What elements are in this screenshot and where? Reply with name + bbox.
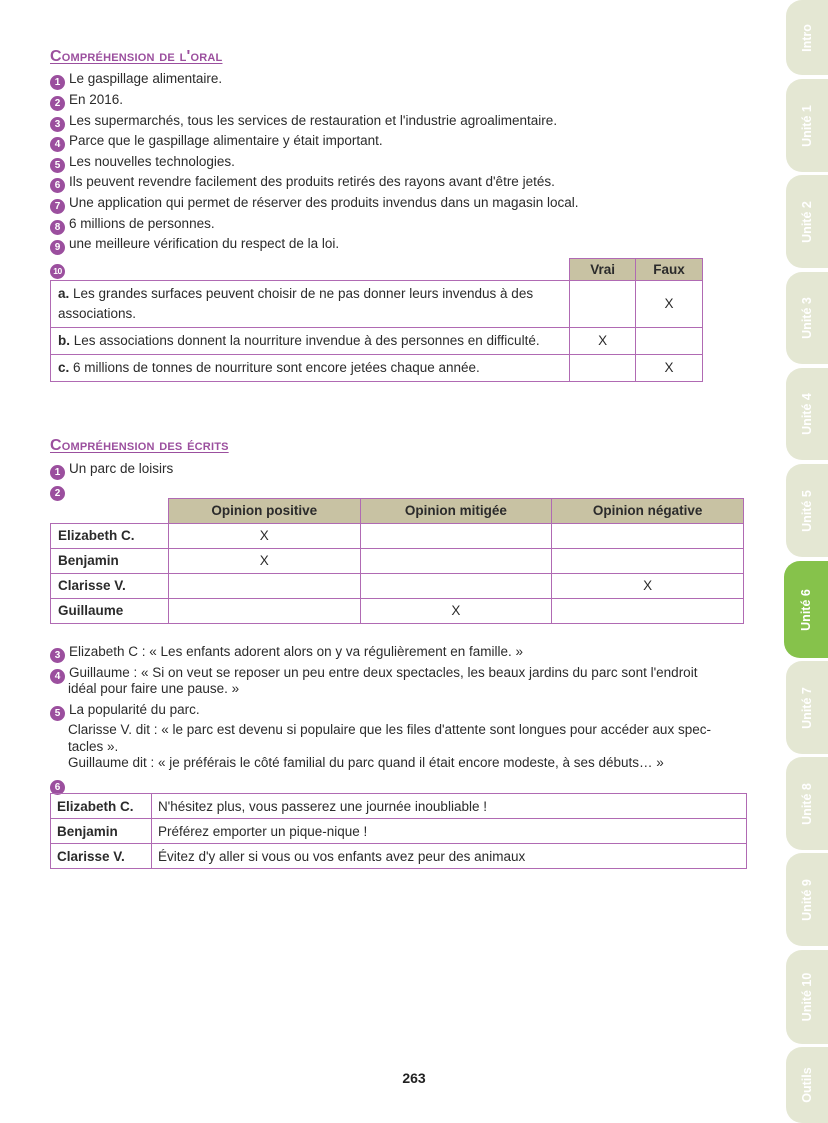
- number-badge: 10: [50, 264, 65, 279]
- answer-text: une meilleure vérification du respect de la loi.: [69, 236, 340, 251]
- number-badge: 1: [50, 465, 65, 480]
- section-title-oral: Compréhension de l'oral: [50, 48, 223, 65]
- number-badge: 5: [50, 158, 65, 173]
- negative-cell: [552, 598, 744, 623]
- tab-unite-4[interactable]: [786, 368, 828, 460]
- table-row: [51, 819, 747, 844]
- negative-cell: [552, 523, 744, 548]
- mitigee-cell: [360, 523, 552, 548]
- answer-text: Guillaume : « Si on veut se reposer un peu entre deux spectacles, les beaux jardins du parc sont l'endroit: [69, 665, 698, 680]
- page-number: 263: [402, 1070, 426, 1086]
- positive-cell: [168, 573, 360, 598]
- tab-label: Unité 1: [800, 104, 814, 147]
- negative-cell: [552, 548, 744, 573]
- answer-ecrits-3: [50, 643, 523, 663]
- faux-cell: [636, 328, 703, 355]
- number-badge: 1: [50, 75, 65, 90]
- answer-text: Le gaspillage alimentaire.: [69, 71, 223, 86]
- empty-header-cell: [51, 259, 570, 281]
- answer-text: Parce que le gaspillage alimentaire y était important.: [69, 133, 383, 148]
- number-badge: 2: [50, 96, 65, 111]
- answer-text: Une application qui permet de réserver des produits invendus dans un magasin local.: [69, 195, 579, 210]
- tab-label: Unité 4: [800, 393, 814, 435]
- tab-label: Unité 6: [799, 588, 813, 631]
- table-row: [51, 355, 703, 382]
- answer-oral-1: [50, 70, 222, 90]
- answer-oral-7: [50, 194, 579, 214]
- header-opinion-negative: Opinion négative: [552, 499, 744, 524]
- tab-unite-8[interactable]: [786, 757, 828, 850]
- answer-oral-2: [50, 91, 123, 111]
- answer-text: Ils peuvent revendre facilement des produits retirés des rayons avant d'être jetés.: [69, 174, 555, 189]
- answer-text: La popularité du parc.: [69, 702, 200, 717]
- person-name-cell: Guillaume: [51, 598, 169, 623]
- unit-tabs: [786, 0, 828, 1123]
- tab-label: Unité 7: [800, 686, 814, 729]
- answer-ecrits-6: [50, 775, 69, 795]
- vrai-cell: [570, 281, 636, 328]
- statement-letter: c.: [58, 360, 70, 375]
- statement-text: 6 millions de tonnes de nourriture sont encore jetées chaque année.: [73, 360, 480, 375]
- advice-cell: Préférez emporter un pique-nique !: [151, 819, 746, 844]
- statement-cell: [51, 281, 570, 328]
- advice-cell: N'hésitez plus, vous passerez une journée inoubliable !: [151, 794, 746, 819]
- table-row: [51, 844, 747, 869]
- table-row: [51, 573, 744, 598]
- empty-header-cell: [51, 499, 169, 524]
- answer-oral-9: [50, 235, 339, 255]
- tab-unite-1[interactable]: [786, 79, 828, 172]
- true-false-table: [50, 258, 703, 382]
- table-header-row: [51, 499, 744, 524]
- answer-ecrits-1: [50, 460, 173, 480]
- positive-cell: X: [168, 523, 360, 548]
- tab-label: Unité 3: [800, 297, 814, 339]
- advice-table: [50, 793, 747, 869]
- statement-cell: [51, 328, 570, 355]
- positive-cell: [168, 598, 360, 623]
- table-row: [51, 598, 744, 623]
- answer-oral-3: [50, 112, 557, 132]
- mitigee-cell: [360, 573, 552, 598]
- number-badge: 4: [50, 137, 65, 152]
- answer-ecrits-5: [50, 701, 200, 721]
- negative-cell: X: [552, 573, 744, 598]
- answer-text: Les supermarchés, tous les services de restauration et l'industrie agroalimentaire.: [69, 113, 558, 128]
- mitigee-cell: [360, 548, 552, 573]
- number-badge: 7: [50, 199, 65, 214]
- tab-label: Unité 10: [800, 972, 814, 1022]
- number-badge: 3: [50, 117, 65, 132]
- answer-oral-8: [50, 215, 215, 235]
- tab-unite-6[interactable]: [784, 561, 828, 658]
- statement-text: Les associations donnent la nourriture invendue à des personnes en difficulté.: [73, 333, 540, 348]
- header-faux: Faux: [636, 259, 703, 281]
- number-badge: 3: [50, 648, 65, 663]
- tab-unite-2[interactable]: [786, 175, 828, 268]
- number-badge: 2: [50, 486, 65, 501]
- tab-outils[interactable]: [786, 1047, 828, 1123]
- header-vrai: Vrai: [570, 259, 636, 281]
- header-opinion-positive: Opinion positive: [168, 499, 360, 524]
- tab-unite-5[interactable]: [786, 464, 828, 557]
- person-name-cell: Elizabeth C.: [51, 794, 152, 819]
- number-badge: 4: [50, 669, 65, 684]
- statement-letter: b.: [58, 333, 70, 348]
- table-header-row: [51, 259, 703, 281]
- vrai-cell: [570, 355, 636, 382]
- header-opinion-mitigee: Opinion mitigée: [360, 499, 552, 524]
- tab-label: Unité 5: [800, 489, 814, 532]
- quote-guillaume: Guillaume dit : « je préférais le côté familial du parc quand il était encore modeste, à ses débuts… »: [68, 755, 664, 770]
- answer-text: Un parc de loisirs: [69, 461, 174, 476]
- number-badge: 6: [50, 780, 65, 795]
- answer-text: Les nouvelles technologies.: [69, 154, 235, 169]
- quote-clarisse-line1: Clarisse V. dit : « le parc est devenu si populaire que les files d'attente sont longues pour accéder aux spec-: [68, 722, 711, 737]
- number-badge: 8: [50, 220, 65, 235]
- answer-text: 6 millions de personnes.: [69, 216, 215, 231]
- person-name-cell: Benjamin: [51, 819, 152, 844]
- person-name-cell: Clarisse V.: [51, 844, 152, 869]
- answer-oral-4: [50, 132, 383, 152]
- vrai-cell: X: [570, 328, 636, 355]
- tab-unite-10[interactable]: [786, 950, 828, 1044]
- positive-cell: X: [168, 548, 360, 573]
- tab-label: Unité 8: [800, 782, 814, 825]
- tab-intro[interactable]: [786, 0, 828, 75]
- answer-oral-6: [50, 173, 555, 193]
- person-name-cell: Elizabeth C.: [51, 523, 169, 548]
- person-name-cell: Clarisse V.: [51, 573, 169, 598]
- table-row: [51, 328, 703, 355]
- tab-unite-7[interactable]: [786, 661, 828, 754]
- table-row: [51, 794, 747, 819]
- number-badge: 5: [50, 706, 65, 721]
- tab-label: Unité 2: [800, 200, 814, 243]
- opinion-table: [50, 498, 744, 624]
- table-row: [51, 548, 744, 573]
- answer-oral-5: [50, 153, 235, 173]
- statement-cell: [51, 355, 570, 382]
- faux-cell: X: [636, 281, 703, 328]
- section-title-ecrits: Compréhension des écrits: [50, 437, 229, 454]
- number-badge: 9: [50, 240, 65, 255]
- tab-label: Unité 9: [800, 878, 814, 921]
- faux-cell: X: [636, 355, 703, 382]
- table-row: [51, 281, 703, 328]
- number-badge: 6: [50, 178, 65, 193]
- answer-ecrits-4-continuation: idéal pour faire une pause. »: [68, 681, 240, 696]
- tab-label: Outils: [800, 1067, 814, 1103]
- tab-unite-3[interactable]: [786, 272, 828, 364]
- person-name-cell: Benjamin: [51, 548, 169, 573]
- quote-clarisse-line2: tacles ».: [68, 739, 119, 754]
- statement-letter: a.: [58, 286, 70, 301]
- tab-unite-9[interactable]: [786, 853, 828, 946]
- mitigee-cell: X: [360, 598, 552, 623]
- advice-cell: Évitez d'y aller si vous ou vos enfants avez peur des animaux: [151, 844, 746, 869]
- answer-text: Elizabeth C : « Les enfants adorent alors on y va régulièrement en famille. »: [69, 644, 524, 659]
- tab-label: Intro: [800, 23, 814, 52]
- table-row: [51, 523, 744, 548]
- answer-text: En 2016.: [69, 92, 124, 107]
- statement-text: Les grandes surfaces peuvent choisir de ne pas donner leurs invendus à des associations.: [58, 286, 534, 321]
